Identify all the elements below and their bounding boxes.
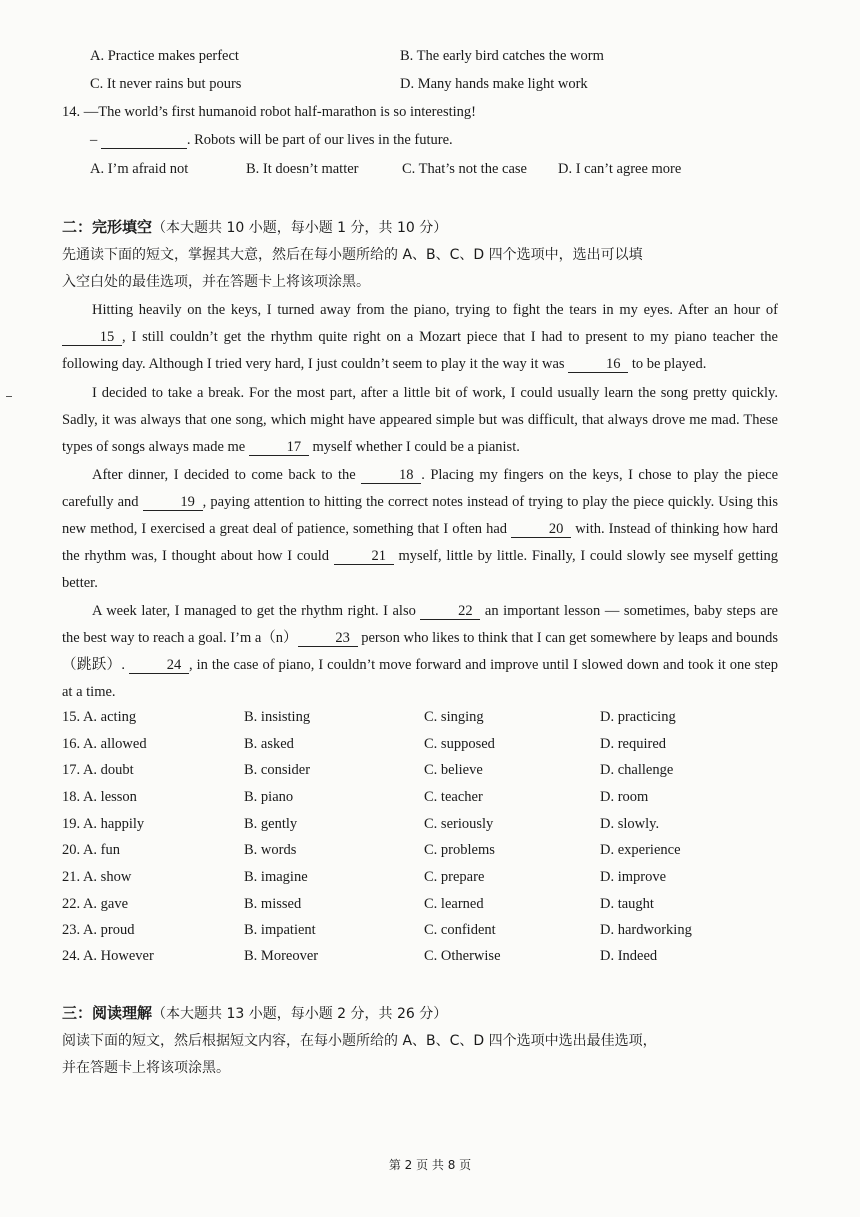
- q13-options-row-1: [0, 48, 860, 72]
- section3-instruction-2: 并在答题卡上将该项涂黑。: [62, 1060, 230, 1076]
- passage-text: person who likes to think that I can get somewhere by leaps and bounds（跳跃）.: [62, 630, 778, 673]
- answer-option-c: C. seriously: [424, 816, 494, 832]
- answer-option-b: B. asked: [244, 736, 294, 752]
- q14-options-row: [0, 161, 860, 185]
- blank-20: 20: [511, 521, 571, 538]
- answer-option-b: B. missed: [244, 896, 302, 912]
- passage-text: After dinner, I decided to come back to the: [92, 467, 362, 483]
- blank-24: 24: [129, 657, 189, 674]
- q13-option-c: C. It never rains but pours: [90, 76, 242, 92]
- blank-19: 19: [143, 494, 203, 511]
- answer-row: [0, 762, 860, 786]
- q14-option-b: B. It doesn’t matter: [246, 161, 359, 177]
- q13-option-a: A. Practice makes perfect: [90, 48, 239, 64]
- answer-option-c: C. singing: [424, 709, 484, 725]
- answer-option-a: 16. A. allowed: [62, 736, 147, 752]
- passage-text: , in the case of piano, I couldn’t move forward and improve until I slowed down and took it one step at a time.: [62, 657, 778, 700]
- section2-instruction-1: 先通读下面的短文，掌握其大意，然后在每小题所给的 A、B、C、D 四个选项中，选出可以填: [62, 247, 643, 263]
- q14-blank: [101, 132, 187, 149]
- answer-row: [0, 896, 860, 920]
- q14-reply-dash: –: [90, 132, 98, 148]
- section3-heading: [62, 1002, 447, 1023]
- answer-option-b: B. words: [244, 842, 297, 858]
- answer-row: [0, 709, 860, 733]
- answer-option-a: 24. A. However: [62, 948, 154, 964]
- answer-option-d: D. slowly.: [600, 816, 660, 832]
- passage-text: myself, little by little. Finally, I could slowly see myself getting better.: [62, 548, 778, 591]
- section3-subtitle: （本大题共 13 小题，每小题 2 分，共 26 分）: [152, 1006, 448, 1022]
- answer-option-b: B. Moreover: [244, 948, 319, 964]
- passage-paragraph-2: [62, 380, 778, 461]
- answer-option-a: 20. A. fun: [62, 842, 120, 858]
- answer-row: [0, 816, 860, 840]
- answer-option-b: B. impatient: [244, 922, 316, 938]
- q14-option-c: C. That’s not the case: [402, 161, 527, 177]
- passage-text: an important lesson — sometimes, baby steps are the best way to reach a goal. I’m a（n）: [62, 603, 778, 646]
- q13-options-row-2: [0, 76, 860, 100]
- answer-option-a: 22. A. gave: [62, 896, 129, 912]
- passage-paragraph-3: [62, 462, 778, 597]
- blank-21: 21: [334, 548, 394, 565]
- answer-option-a: 21. A. show: [62, 869, 132, 885]
- section2-instruction-2: 入空白处的最佳选项，并在答题卡上将该项涂黑。: [62, 274, 370, 290]
- passage-text: . Placing my fingers on the keys, I chose to play the piece carefully and: [62, 467, 778, 510]
- page-footer: 第 2 页 共 8 页: [388, 1158, 472, 1172]
- answer-row: [0, 948, 860, 972]
- answer-option-d: D. challenge: [600, 762, 674, 778]
- answer-option-d: D. taught: [600, 896, 654, 912]
- q14-option-a: A. I’m afraid not: [90, 161, 189, 177]
- answer-row: [0, 869, 860, 893]
- answer-option-a: 23. A. proud: [62, 922, 135, 938]
- answer-option-b: B. imagine: [244, 869, 308, 885]
- section2-heading: [62, 216, 447, 237]
- passage-text: Hitting heavily on the keys, I turned away from the piano, trying to fight the tears in my eyes. After an hour of: [92, 302, 778, 318]
- answer-option-a: 18. A. lesson: [62, 789, 137, 805]
- q14-question: 14. —The world’s first humanoid robot half-marathon is so interesting!: [62, 104, 476, 120]
- blank-22: 22: [420, 603, 480, 620]
- passage-text: , I still couldn’t get the rhythm quite right on a Mozart piece that I had to present to my piano teacher the following day. Although I tried very hard, I just couldn’t seem to play it the way it was: [62, 329, 778, 372]
- section3-instruction-1: 阅读下面的短文，然后根据短文内容，在每小题所给的 A、B、C、D 四个选项中选出最佳选项，: [62, 1033, 657, 1049]
- answer-option-c: C. Otherwise: [424, 948, 501, 964]
- answer-option-d: D. improve: [600, 869, 667, 885]
- passage-text: , paying attention to hitting the correct notes instead of trying to play the piece quickly. Using this new method, I exercised a great deal of patience, something that I often had: [62, 494, 778, 537]
- passage-paragraph-4: [62, 598, 778, 706]
- answer-option-c: C. prepare: [424, 869, 485, 885]
- passage-text: with. Instead of thinking how hard the rhythm was, I thought about how I could: [62, 521, 778, 564]
- answer-option-d: D. experience: [600, 842, 681, 858]
- q14-reply: [90, 132, 453, 149]
- answer-row: [0, 789, 860, 813]
- blank-18: 18: [361, 467, 421, 484]
- section2-title: 二：完形填空: [62, 218, 153, 236]
- margin-mark: [6, 396, 12, 397]
- answer-option-a: 17. A. doubt: [62, 762, 134, 778]
- section3-title: 三：阅读理解: [62, 1004, 153, 1022]
- answer-option-b: B. insisting: [244, 709, 311, 725]
- q14-option-d: D. I can’t agree more: [558, 161, 682, 177]
- answer-option-c: C. learned: [424, 896, 484, 912]
- q13-option-b: B. The early bird catches the worm: [400, 48, 604, 64]
- answer-option-d: D. practicing: [600, 709, 676, 725]
- answer-row: [0, 736, 860, 760]
- answer-row: [0, 922, 860, 946]
- answer-option-d: D. hardworking: [600, 922, 692, 938]
- answer-option-d: D. Indeed: [600, 948, 658, 964]
- blank-23: 23: [298, 630, 358, 647]
- answer-option-c: C. problems: [424, 842, 495, 858]
- answer-option-d: D. room: [600, 789, 649, 805]
- answer-option-c: C. believe: [424, 762, 483, 778]
- answer-option-d: D. required: [600, 736, 667, 752]
- q13-option-d: D. Many hands make light work: [400, 76, 588, 92]
- answer-option-b: B. gently: [244, 816, 298, 832]
- answer-option-a: 19. A. happily: [62, 816, 145, 832]
- answer-option-c: C. teacher: [424, 789, 483, 805]
- blank-16: 16: [568, 356, 628, 373]
- blank-17: 17: [249, 439, 309, 456]
- blank-15: 15: [62, 329, 122, 346]
- answer-option-b: B. piano: [244, 789, 294, 805]
- answer-option-b: B. consider: [244, 762, 311, 778]
- passage-text: to be played.: [628, 356, 707, 372]
- passage-text: A week later, I managed to get the rhythm right. I also: [92, 603, 421, 619]
- section2-subtitle: （本大题共 10 小题，每小题 1 分，共 10 分）: [152, 220, 448, 236]
- answer-option-a: 15. A. acting: [62, 709, 137, 725]
- q14-reply-text: . Robots will be part of our lives in the future.: [186, 132, 453, 148]
- passage-paragraph-1: [62, 297, 778, 378]
- answer-option-c: C. supposed: [424, 736, 495, 752]
- passage-text: myself whether I could be a pianist.: [308, 439, 520, 455]
- answer-option-c: C. confident: [424, 922, 496, 938]
- passage-text: I decided to take a break. For the most part, after a little bit of work, I could usually learn the song pretty quickly. Sadly, it was always that one song, which might have appeared simple but was difficult, that always drove me mad. These types of songs always made me: [62, 385, 778, 455]
- answer-row: [0, 842, 860, 866]
